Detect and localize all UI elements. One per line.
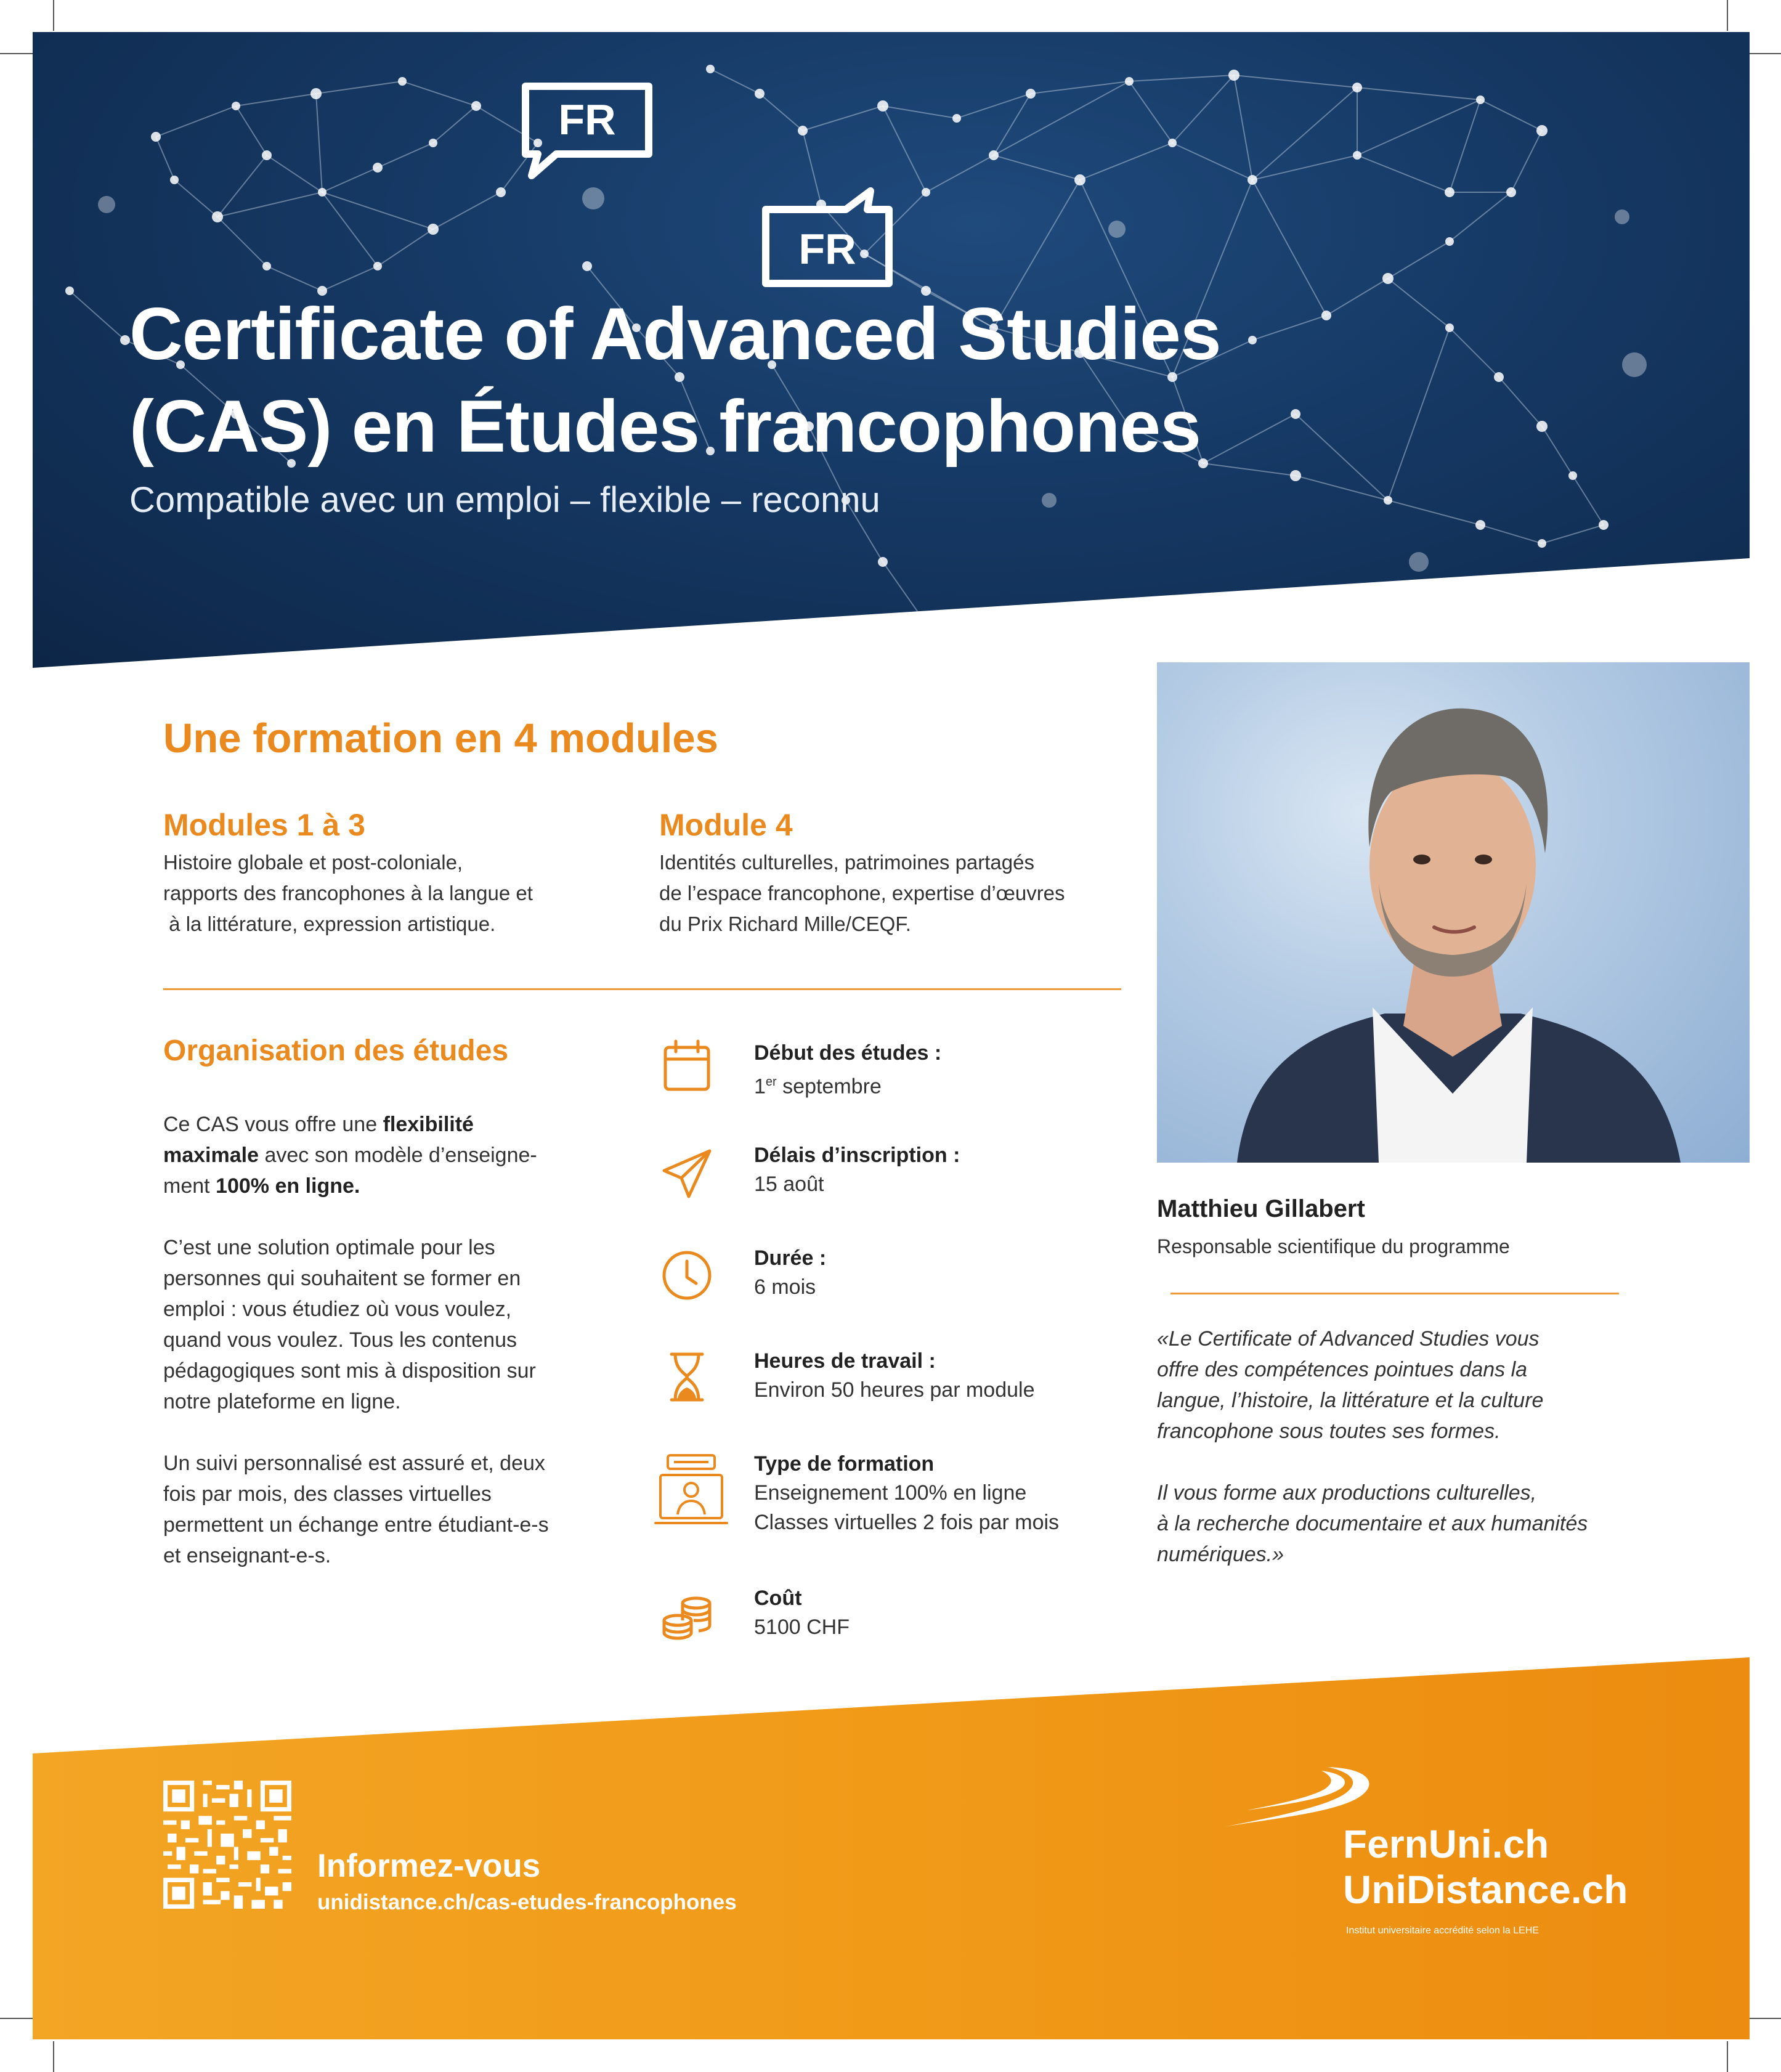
- modules-1-3-description: [163, 847, 533, 940]
- text-run: avec son modèle d’enseigne-: [259, 1144, 537, 1167]
- crop-mark: [0, 2018, 37, 2019]
- text-line: numériques.»: [1157, 1543, 1284, 1566]
- text-line: Un suivi personnalisé est assuré et, deux: [163, 1452, 545, 1475]
- modules-heading: Une formation en 4 modules: [163, 715, 718, 762]
- info-title: Informez-vous: [317, 1848, 541, 1884]
- text-run: 1: [754, 1075, 766, 1099]
- duration-value: 6 mois: [754, 1275, 816, 1299]
- text-run-bold: flexibilité: [383, 1113, 474, 1136]
- text-run: septembre: [776, 1075, 882, 1099]
- text-line: à la littérature, expression artistique.: [163, 912, 496, 935]
- page-subtitle: Compatible avec un emploi – flexible – reconnu: [129, 480, 880, 520]
- text-line: et enseignant-e-s.: [163, 1544, 331, 1567]
- organisation-paragraph-3: [163, 1448, 631, 1571]
- person-role: Responsable scientifique du programme: [1157, 1235, 1510, 1257]
- text-line: Enseignement 100% en ligne: [754, 1481, 1027, 1505]
- text-line: Histoire globale et post-coloniale,: [163, 851, 463, 874]
- logo-text-unidistance: UniDistance.ch: [1343, 1867, 1628, 1912]
- text-run-bold: maximale: [163, 1144, 259, 1167]
- text-line: pédagogiques sont mis à disposition sur: [163, 1359, 536, 1383]
- paper-plane-icon: [659, 1146, 715, 1201]
- crop-mark: [1744, 53, 1781, 54]
- organisation-heading: Organisation des études: [163, 1034, 509, 1067]
- person-illustration: [1157, 662, 1750, 1163]
- text-line: du Prix Richard Mille/CEQF.: [659, 912, 911, 935]
- testimonial-quote-2: [1157, 1477, 1711, 1570]
- crop-mark: [1744, 2018, 1781, 2019]
- coins-icon: [659, 1590, 715, 1645]
- organisation-paragraph-2: [163, 1232, 631, 1417]
- info-link[interactable]: unidistance.ch/cas-etudes-francophones: [317, 1890, 737, 1914]
- text-run: ment: [163, 1174, 216, 1198]
- text-line: Il vous forme aux productions culturelles,: [1157, 1481, 1537, 1505]
- duration-label: Durée :: [754, 1246, 827, 1270]
- cost-label: Coût: [754, 1587, 802, 1610]
- text-line: rapports des francophones à la langue et: [163, 882, 533, 904]
- module-4-title: Module 4: [659, 808, 793, 842]
- fr-bubble-label: FR: [558, 95, 616, 144]
- text-line: fois par mois, des classes virtuelles: [163, 1482, 492, 1506]
- cost-value: 5100 CHF: [754, 1615, 850, 1639]
- calendar-icon: [659, 1038, 715, 1094]
- text-line: quand vous voulez. Tous les contenus: [163, 1328, 517, 1352]
- page-title-line-1: Certificate of Advanced Studies: [129, 293, 1221, 375]
- logo-tagline: Institut universitaire accrédité selon la LEHE: [1346, 1925, 1540, 1936]
- text-line: à la recherche documentaire et aux humanités: [1157, 1512, 1588, 1535]
- text-line: personnes qui souhaitent se former en: [163, 1267, 521, 1290]
- module-4-description: [659, 847, 1065, 940]
- text-line: offre des compétences pointues dans la: [1157, 1358, 1528, 1381]
- crop-mark: [1727, 0, 1728, 31]
- hourglass-icon: [659, 1349, 715, 1405]
- text-line: «Le Certificate of Advanced Studies vous: [1157, 1327, 1540, 1351]
- divider: [163, 988, 1121, 990]
- online-class-icon: [654, 1453, 728, 1533]
- text-line: de l’espace francophone, expertise d’œuvres: [659, 882, 1065, 904]
- text-line: notre plateforme en ligne.: [163, 1390, 401, 1413]
- crop-mark: [0, 53, 37, 54]
- text-run-bold: 100% en ligne.: [216, 1174, 360, 1198]
- portrait-photo: [1157, 662, 1750, 1163]
- hours-value: Environ 50 heures par module: [754, 1378, 1035, 1402]
- logo-text-fernuni: FernUni.ch: [1343, 1822, 1549, 1866]
- page-title-line-2: (CAS) en Études francophones: [129, 385, 1201, 468]
- text-line: emploi : vous étudiez où vous voulez,: [163, 1298, 512, 1321]
- text-line: permettent un échange entre étudiant-e-s: [163, 1513, 549, 1537]
- person-name: Matthieu Gillabert: [1157, 1195, 1365, 1222]
- fr-bubble-label: FR: [798, 225, 856, 273]
- type-value: [754, 1478, 1059, 1537]
- crop-mark: [1727, 2041, 1728, 2072]
- organisation-paragraph-1: [163, 1109, 631, 1201]
- text-run: Ce CAS vous offre une: [163, 1113, 383, 1136]
- crop-mark: [53, 0, 54, 31]
- deadline-label: Délais d’inscription :: [754, 1144, 960, 1167]
- fr-speech-bubble-icon: [753, 185, 901, 296]
- modules-1-3-title: Modules 1 à 3: [163, 808, 365, 842]
- clock-icon: [659, 1248, 715, 1303]
- hours-label: Heures de travail :: [754, 1349, 936, 1373]
- fr-speech-bubble-icon: [513, 74, 661, 185]
- qr-code-icon[interactable]: [163, 1781, 291, 1909]
- type-label: Type de formation: [754, 1452, 935, 1476]
- text-line: C’est une solution optimale pour les: [163, 1236, 495, 1259]
- start-value: [754, 1067, 882, 1101]
- text-run-superscript: er: [765, 1075, 777, 1089]
- start-label: Début des études :: [754, 1041, 942, 1065]
- divider: [1170, 1293, 1619, 1294]
- text-line: Identités culturelles, patrimoines partagés: [659, 851, 1034, 874]
- crop-mark: [53, 2041, 54, 2072]
- text-line: langue, l’histoire, la littérature et la culture: [1157, 1389, 1544, 1412]
- text-line: francophone sous toutes ses formes.: [1157, 1420, 1501, 1443]
- testimonial-quote-1: [1157, 1323, 1711, 1447]
- deadline-value: 15 août: [754, 1172, 824, 1196]
- text-line: Classes virtuelles 2 fois par mois: [754, 1511, 1060, 1534]
- logo-swoosh-icon: [1223, 1762, 1383, 1830]
